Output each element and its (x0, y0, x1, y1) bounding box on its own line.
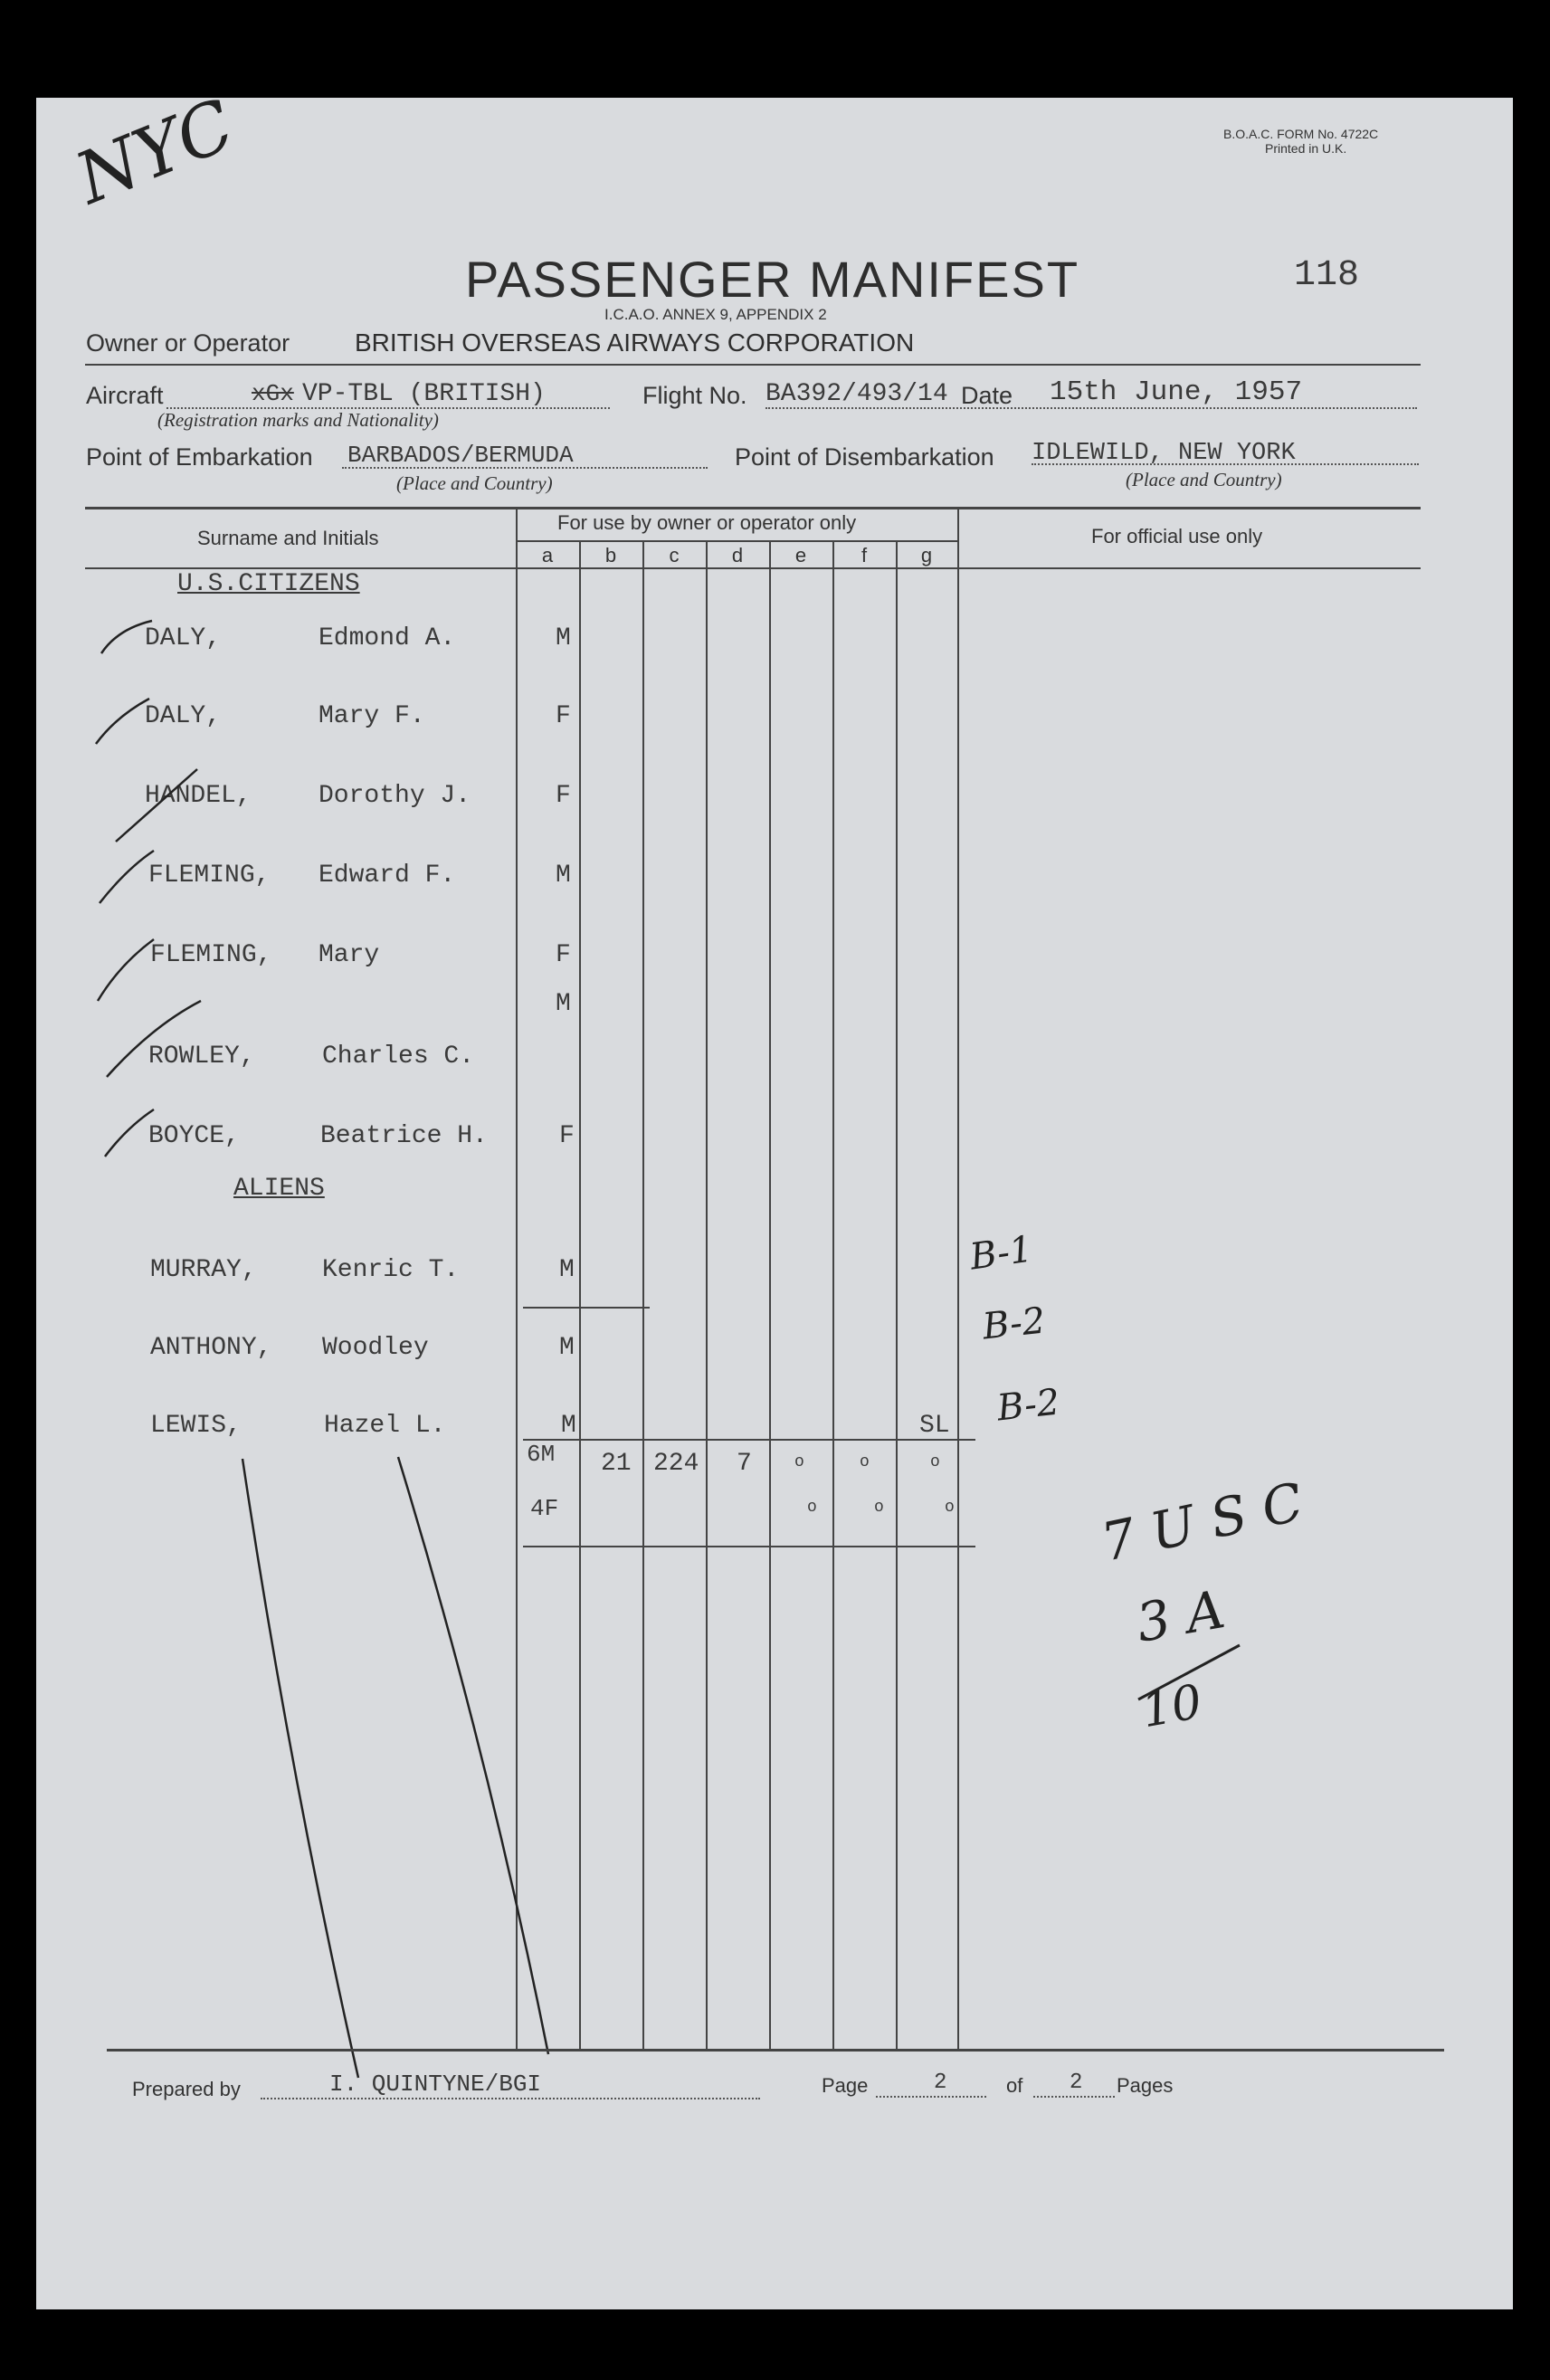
prepared-by-label: Prepared by (132, 2078, 241, 2100)
handwritten-note-line1: 7 U S C (1096, 1471, 1308, 1574)
column-b-header: b (604, 544, 617, 566)
passenger-sex: M (556, 624, 571, 652)
page-value: 2 (934, 2071, 947, 2095)
prepared-by-dotted-line (261, 2098, 760, 2099)
total-e-mark: o (794, 1453, 804, 1471)
disembarkation-value: IDLEWILD, NEW YORK (1032, 440, 1296, 467)
printed-in: Printed in U.K. (1265, 141, 1347, 156)
passenger-surname: MURRAY, (150, 1256, 257, 1284)
total-female: 4F (530, 1495, 559, 1522)
column-g-header: g (920, 544, 933, 566)
passenger-sex: M (556, 990, 571, 1018)
aliens-heading: ALIENS (233, 1175, 325, 1203)
page-dotted-line (876, 2096, 986, 2098)
of-dotted-line (1033, 2096, 1115, 2098)
passenger-surname: HANDEL, (145, 782, 252, 810)
total-f-mark-2: o (874, 1499, 884, 1517)
of-label: of (1006, 2074, 1023, 2097)
column-c-header: c (669, 544, 680, 566)
passenger-code-g: SL (919, 1412, 950, 1440)
passenger-sex: M (561, 1412, 576, 1440)
official-annotation: B-2 (980, 1299, 1048, 1348)
total-e-mark-2: o (807, 1499, 817, 1517)
tick-mark-3 (116, 769, 197, 842)
aircraft-label: Aircraft (86, 382, 164, 409)
passenger-given-name: Dorothy J. (319, 782, 471, 810)
aircraft-hint: (Registration marks and Nationality) (157, 409, 439, 431)
fraction-bar (1138, 1645, 1240, 1699)
passenger-surname: DALY, (145, 624, 222, 652)
disembarkation-hint: (Place and Country) (1126, 469, 1282, 490)
passenger-sex: F (559, 1122, 575, 1150)
passenger-sex: M (559, 1334, 575, 1362)
manifest-title: PASSENGER MANIFEST (465, 251, 1080, 308)
owner-value: BRITISH OVERSEAS AIRWAYS CORPORATION (355, 328, 915, 357)
embarkation-label: Point of Embarkation (86, 443, 313, 471)
manifest-subtitle: I.C.A.O. ANNEX 9, APPENDIX 2 (604, 306, 827, 323)
handwritten-note-line2: 3 A (1131, 1578, 1230, 1654)
passenger-surname: DALY, (145, 702, 222, 730)
passenger-sex: F (556, 782, 571, 810)
embarkation-value: BARBADOS/BERMUDA (347, 442, 574, 469)
passenger-given-name: Edmond A. (319, 624, 456, 652)
tick-mark-4 (100, 851, 154, 903)
total-b: 21 (601, 1450, 632, 1478)
total-f-mark: o (860, 1453, 870, 1471)
passenger-given-name: Hazel L. (324, 1412, 446, 1440)
embarkation-hint: (Place and Country) (396, 472, 553, 494)
passenger-surname: LEWIS, (150, 1412, 242, 1440)
passenger-sex: M (559, 1256, 575, 1284)
column-d-header: d (731, 544, 744, 566)
column-a-header: a (541, 544, 554, 566)
flight-label: Flight No. (642, 382, 747, 409)
passenger-surname: FLEMING, (150, 941, 272, 969)
passenger-sex: F (556, 702, 571, 730)
passenger-given-name: Mary (319, 941, 380, 969)
official-annotation: B-1 (967, 1228, 1035, 1279)
passenger-given-name: Beatrice H. (320, 1122, 488, 1150)
footer-rule (107, 2049, 1444, 2052)
owner-label: Owner or Operator (86, 329, 290, 357)
handwritten-note-line3: 10 (1137, 1674, 1206, 1739)
total-c: 224 (653, 1450, 699, 1478)
passenger-sex: F (556, 941, 571, 969)
handwritten-corner-note: NYC (65, 84, 245, 221)
form-number: B.O.A.C. FORM No. 4722C (1223, 127, 1379, 141)
passenger-surname: FLEMING, (148, 862, 271, 890)
passenger-surname: ANTHONY, (150, 1334, 272, 1362)
date-label: Date (961, 382, 1013, 409)
total-g-mark-2: o (945, 1499, 955, 1517)
pages-label: Pages (1117, 2074, 1174, 2097)
total-g-mark: o (930, 1453, 940, 1471)
us-citizens-heading: U.S.CITIZENS (177, 570, 360, 598)
of-value: 2 (1070, 2071, 1083, 2095)
page-label: Page (822, 2074, 869, 2097)
operator-header: For use by owner or operator only (557, 511, 857, 534)
passenger-given-name: Charles C. (322, 1042, 475, 1071)
cancel-stroke-right (398, 1457, 548, 2054)
prepared-by-value: I. QUINTYNE/BGI (329, 2071, 542, 2098)
flight-value: BA392/493/14 (765, 380, 948, 408)
official-annotation: B-2 (994, 1381, 1062, 1430)
passenger-surname: BOYCE, (148, 1122, 240, 1150)
aircraft-value: VP-TBL (BRITISH) (302, 380, 546, 408)
passenger-given-name: Woodley (322, 1334, 429, 1362)
passenger-sex: M (556, 862, 571, 890)
aircraft-struck-text: xGx (252, 380, 294, 407)
date-value: 15th June, 1957 (1050, 376, 1303, 408)
tick-mark-1 (101, 621, 152, 653)
total-male: 6M (527, 1441, 556, 1468)
passenger-given-name: Edward F. (319, 862, 456, 890)
tick-mark-5 (98, 939, 154, 1001)
page-number-stamp: 118 (1294, 255, 1360, 296)
cancel-stroke-left (242, 1459, 358, 2078)
total-d: 7 (737, 1450, 752, 1478)
passenger-given-name: Mary F. (319, 702, 425, 730)
passenger-surname: ROWLEY, (148, 1042, 255, 1071)
official-header: For official use only (1091, 525, 1263, 547)
tick-mark-7 (105, 1109, 154, 1157)
passenger-given-name: Kenric T. (322, 1256, 460, 1284)
disembarkation-label: Point of Disembarkation (735, 443, 994, 471)
tick-mark-2 (96, 699, 149, 744)
surname-header: Surname and Initials (197, 527, 379, 549)
column-f-header: f (861, 544, 868, 566)
column-e-header: e (794, 544, 807, 566)
tick-mark-6 (107, 1001, 201, 1077)
